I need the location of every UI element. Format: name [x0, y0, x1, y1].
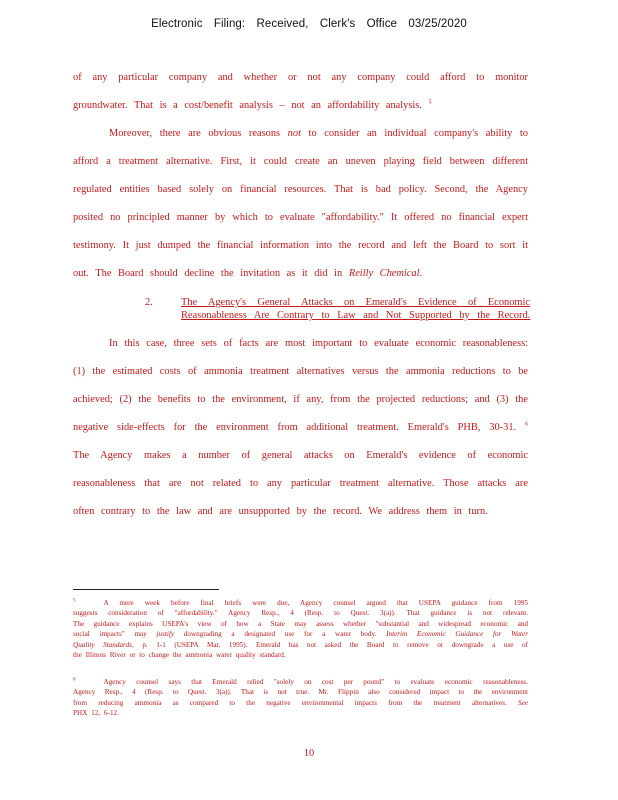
- heading-line-1: The Agency's General Attacks on Emerald's Evidence of Economic: [181, 297, 530, 308]
- footnote-text: downgrading a designated use for a water body.: [174, 630, 387, 639]
- text-line: testimony. It just dumped the financial information into the record and left the Board to sort it: [73, 240, 528, 251]
- guidance-title: Interim Economic Guidance for Water: [386, 630, 529, 639]
- footnote-line: [73, 677, 528, 687]
- paragraph-1: [73, 64, 528, 120]
- filing-header: Electronic Filing: Received, Clerk's Office 03/25/2020: [151, 18, 467, 30]
- text-line: often contrary to the law and are unsupported by the record. We address them in turn.: [73, 506, 488, 517]
- text-line: regulated entities based solely on financial resources. That is bad policy. Second, the Agency: [73, 184, 528, 195]
- text-segment: to consider an individual company's ability to: [300, 128, 528, 139]
- emphasis-not: not: [287, 128, 301, 139]
- footnote-separator: [73, 589, 219, 590]
- footnote-line: Agency Resp., 4 (Resp. to Quest. 3(a)). That is not true. Mr. Flippin also considered impact to the environment: [73, 688, 528, 697]
- case-name-reilly: Reilly Chemical: [348, 268, 420, 279]
- footnote-emphasis: justify: [156, 630, 175, 639]
- paragraph-3: [73, 330, 528, 442]
- text-segment: Moreover, there are obvious reasons: [109, 128, 288, 139]
- text-line: In this case, three sets of facts are most important to evaluate economic reasonableness:: [109, 338, 528, 349]
- text-line-content: negative side-effects for the environment from additional treatment. Emerald's PHB, 30-31.: [73, 422, 517, 433]
- footnote-text: social impacts" may: [73, 630, 157, 639]
- footnote-ref-6: 6: [524, 421, 528, 428]
- text-line-content: groundwater. That is a cost/benefit analysis – not an affordability analysis.: [73, 100, 422, 111]
- footnote-line: [73, 698, 528, 708]
- heading-number: 2.: [145, 297, 153, 308]
- page-number: 10: [303, 748, 315, 759]
- paragraph-4: [73, 442, 528, 526]
- text-line: (1) the estimated costs of ammonia treatment alternatives versus the ammonia reductions to be: [73, 366, 528, 377]
- footnote-line: the Illinois River or to change the ammonia water quality standard.: [73, 651, 286, 660]
- footnote-ref-5: 5: [428, 99, 432, 106]
- signal-see: See: [518, 698, 528, 707]
- footnote-line: PHX 12, 6-12.: [73, 709, 119, 718]
- text-line: [73, 414, 528, 442]
- text-line: [73, 260, 528, 288]
- text-line: of any particular company and whether or not any company could afford to monitor: [73, 72, 528, 83]
- footnote-line: [73, 598, 528, 608]
- text-line: afford a treatment alternative. First, it could create an uneven playing field between different: [73, 156, 528, 167]
- text-segment: out. The Board should decline the invitation as it did in: [73, 268, 349, 279]
- paragraph-2: [73, 120, 528, 288]
- heading-text: [181, 296, 530, 322]
- footnote-line: [73, 629, 528, 639]
- footnote-line: The guidance explains USEPA's view of how a State may assess whether "substantial and widespread economic and: [73, 619, 528, 628]
- footnote-6: [73, 677, 528, 719]
- text-line: [73, 120, 528, 148]
- footnote-5: [73, 598, 528, 660]
- footnote-text: from reducing ammonia as compared to the negative environmental impacts from the treatment alternatives.: [73, 698, 519, 707]
- footnote-mark: 6: [73, 677, 76, 683]
- text-line: achieved; (2) the benefits to the environment, if any, from the projected reductions; and (3) the: [73, 394, 528, 405]
- heading-line-2: Reasonableness Are Contrary to Law and Not Supported by the Record.: [181, 310, 531, 321]
- text-line: posited no principled manner by which to evaluate "affordability." It offered no financial expert: [73, 212, 528, 223]
- footnote-line: suggests consideration of "affordability." Agency Resp., 4 (Resp. to Quest. 3(a)). That guidance is not relevant.: [73, 609, 528, 618]
- text-line: reasonableness that are not related to any particular treatment alternative. Those attacks are: [73, 478, 528, 489]
- text-line: The Agency makes a number of general attacks on Emerald's evidence of economic: [73, 450, 528, 461]
- footnote-line: [73, 640, 528, 650]
- text-segment: .: [419, 268, 423, 279]
- text-line: [73, 92, 528, 120]
- section-heading: [145, 296, 530, 322]
- guidance-title: Quality Standards: [73, 640, 132, 649]
- footnote-text: , p. 1-1 (USEPA Mar. 1995). Emerald has not asked the Board to remove or downgrade a use of: [131, 640, 528, 649]
- footnote-text: Agency counsel says that Emerald relied "solely on cost per pound" to evaluate economic reasonableness.: [103, 678, 528, 686]
- footnote-mark: 5: [73, 598, 76, 604]
- footnote-text: A mere week before final briefs were due, Agency counsel argued that USEPA guidance from 1995: [103, 599, 528, 607]
